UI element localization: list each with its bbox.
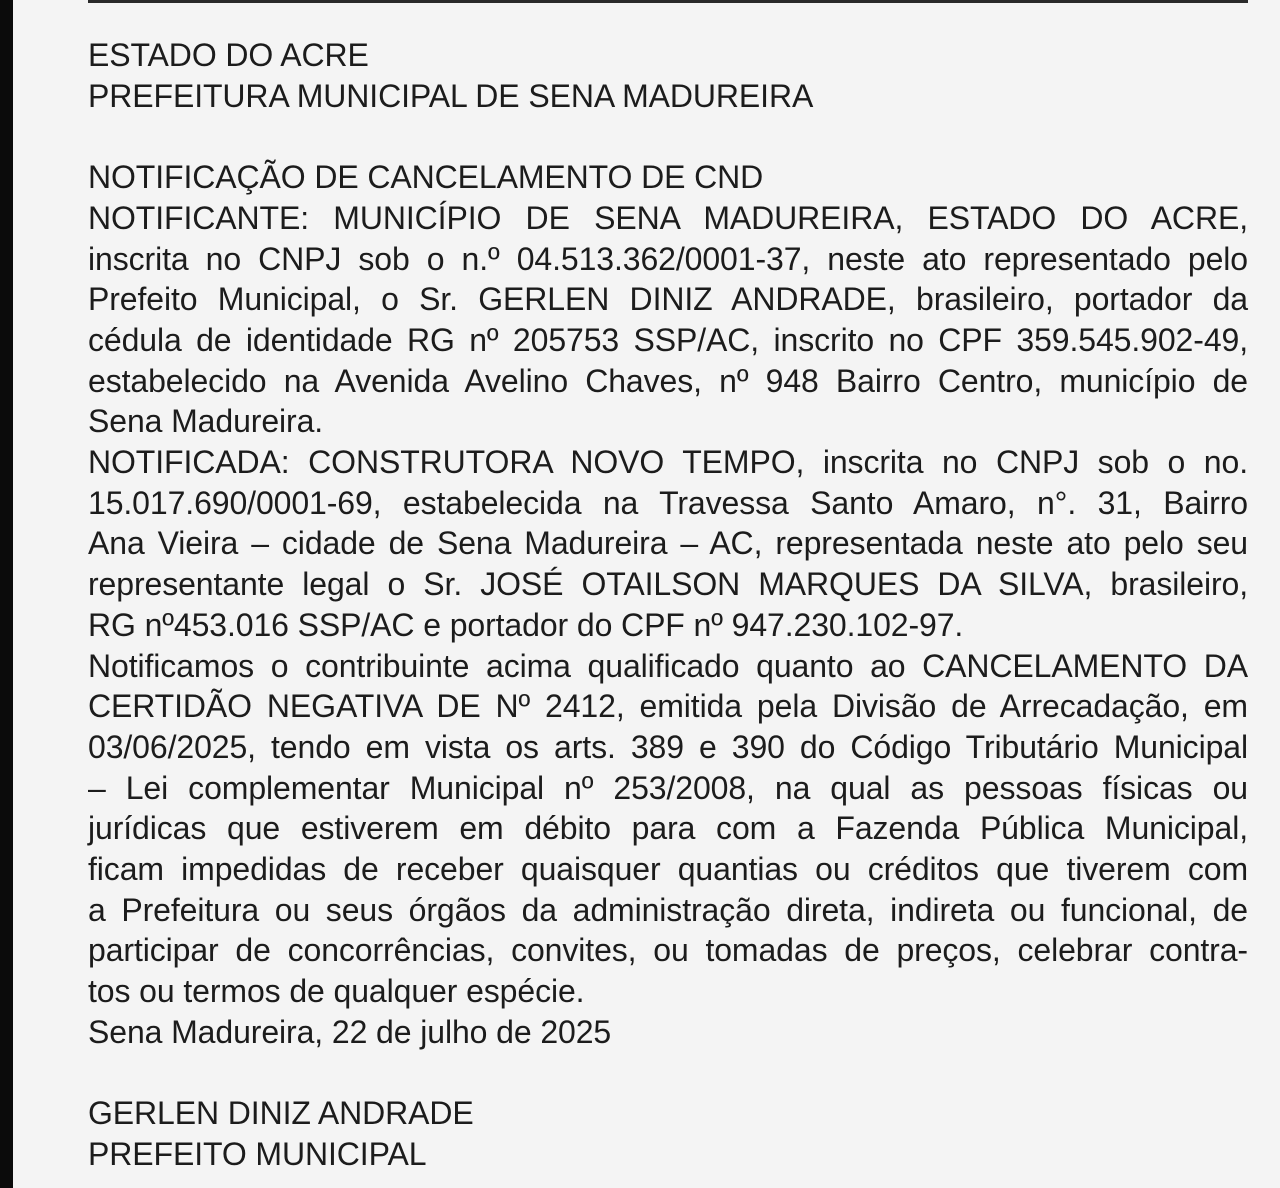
- notifier-line: estabelecido na Avenida Avelino Chaves, nº 948 Bairro Centro, município de: [88, 362, 1248, 399]
- top-divider: [88, 0, 1248, 3]
- body-line: a Prefeitura ou seus órgãos da administração direta, indireta ou funcional, de: [88, 891, 1248, 928]
- notified-line: Ana Vieira – cidade de Sena Madureira – AC, representada neste ato pelo seu: [88, 525, 1248, 562]
- body-line: 03/06/2025, tendo em vista os arts. 389 e 390 do Código Tributário Municipal: [88, 728, 1248, 765]
- signatory-role: PREFEITO MUNICIPAL: [88, 1135, 427, 1172]
- notified-line: RG nº453.016 SSP/AC e portador do CPF nº 947.230.102-97.: [88, 606, 964, 643]
- notifier-line: Prefeito Municipal, o Sr. GERLEN DINIZ ANDRADE, brasileiro, portador da: [88, 281, 1248, 318]
- state-heading: ESTADO DO ACRE: [88, 37, 369, 73]
- place-and-date: Sena Madureira, 22 de julho de 2025: [88, 1013, 612, 1050]
- body-line: – Lei complementar Municipal nº 253/2008, na qual as pessoas físicas ou: [88, 769, 1248, 806]
- body-line: jurídicas que estiverem em débito para com a Fazenda Pública Municipal,: [88, 810, 1248, 847]
- notifier-line: Sena Madureira.: [88, 403, 324, 440]
- page-left-edge: [0, 0, 13, 1188]
- signatory-name: GERLEN DINIZ ANDRADE: [88, 1095, 474, 1132]
- official-notice-document: [88, 35, 1248, 1175]
- body-line: Notificamos o contribuinte acima qualificado quanto ao CANCELAMENTO DA: [88, 647, 1248, 684]
- notified-line: representante legal o Sr. JOSÉ OTAILSON MARQUES DA SILVA, brasileiro,: [88, 566, 1248, 603]
- municipality-heading: PREFEITURA MUNICIPAL DE SENA MADUREIRA: [88, 77, 814, 114]
- body-line: participar de concorrências, convites, ou tomadas de preços, celebrar contra-: [88, 932, 1248, 969]
- spacer: [88, 116, 1248, 157]
- body-line: tos ou termos de qualquer espécie.: [88, 973, 585, 1010]
- notice-title: NOTIFICAÇÃO DE CANCELAMENTO DE CND: [88, 159, 764, 196]
- notice-body-paragraph: [88, 646, 1248, 1012]
- notifier-line: NOTIFICANTE: MUNICÍPIO DE SENA MADUREIRA, ESTADO DO ACRE,: [88, 199, 1248, 236]
- notified-line: 15.017.690/0001-69, estabelecida na Travessa Santo Amaro, n°. 31, Bairro: [88, 484, 1248, 521]
- notifier-line: inscrita no CNPJ sob o n.º 04.513.362/0001-37, neste ato representado pelo: [88, 240, 1248, 277]
- body-line: ficam impedidas de receber quaisquer quantias ou créditos que tiverem com: [88, 851, 1248, 888]
- notified-line: NOTIFICADA: CONSTRUTORA NOVO TEMPO, inscrita no CNPJ sob o no.: [88, 444, 1248, 481]
- notifier-line: cédula de identidade RG nº 205753 SSP/AC, inscrito no CPF 359.545.902-49,: [88, 321, 1248, 358]
- notified-paragraph: [88, 442, 1248, 646]
- notifier-paragraph: [88, 198, 1248, 442]
- spacer: [88, 1053, 1248, 1094]
- body-line: CERTIDÃO NEGATIVA DE Nº 2412, emitida pela Divisão de Arrecadação, em: [88, 688, 1248, 725]
